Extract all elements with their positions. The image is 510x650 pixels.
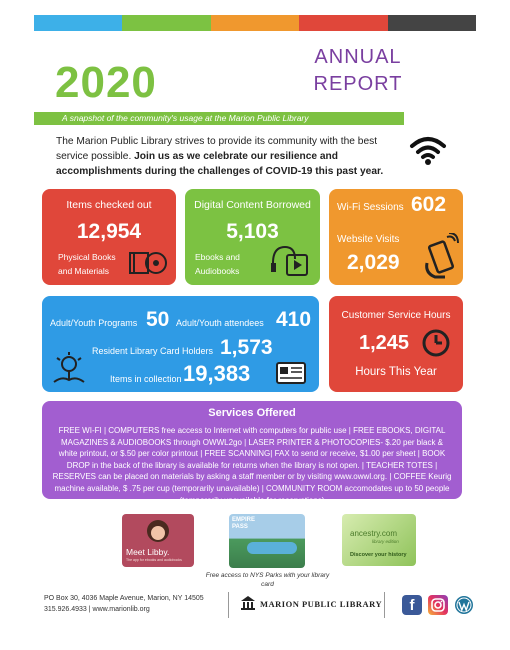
- footer-library-name: MARION PUBLIC LIBRARY: [260, 599, 383, 609]
- empire-title: EMPIRE: [232, 517, 256, 523]
- tagline-bar: A snapshot of the community's usage at the Marion Public Library: [34, 112, 404, 125]
- collection-label: Items in collection: [110, 374, 182, 384]
- lightbulb-book-icon: [52, 352, 86, 384]
- service-hours-title: Customer Service Hours: [341, 310, 451, 321]
- service-hours-card: [329, 296, 463, 392]
- strip-blue: [34, 15, 122, 31]
- library-card-icon: [276, 362, 306, 384]
- libby-promo[interactable]: [122, 514, 194, 567]
- card-holders-value: 1,573: [220, 336, 273, 359]
- services-body: FREE WI-FI | COMPUTERS free access to Internet with computers for public use | FREE EBOOKS, DIGITAL MAGAZINES & AUDIOBOOKS through OWWL2go | LASER PRINTER & PHOTOCOPIES- $.20 per black & white printout, or $.50 per color printout | FREE SCANNING| FAX to send or receive, $1.00 per sheet | BOOK DROP in the back of the library is available for returns when the library is not open. | TEACHER TOTES | RESERVES can be placed on materials by asking a staff member or by visiting www.owwl.org. | COFFEE Keurig machine available, $ .75 per cup (temporarily unavailable) | COMMUNITY ROOM accomodates up to 50 people (temporarily unavailable for reservations): [52, 426, 452, 505]
- report-heading: [308, 44, 408, 98]
- programs-value: 50: [146, 308, 170, 331]
- wifi-website-card: [329, 189, 463, 285]
- service-hours-sub: Hours This Year: [355, 366, 437, 378]
- items-sub-1: Physical Books: [58, 252, 116, 262]
- strip-orange: [211, 15, 299, 31]
- strip-red: [299, 15, 387, 31]
- intro-bold: Join us as we celebrate our resilience and accomplishments during the challenges of COVID-19 this past year.: [56, 151, 384, 177]
- empire-caption: Free access to NYS Parks with your library card: [205, 572, 330, 588]
- ancestry-sub: library edition: [372, 539, 399, 544]
- headphones-tablet-icon: [269, 241, 311, 277]
- attendees-value: 410: [276, 308, 312, 331]
- footer-divider-left: [228, 592, 229, 618]
- digital-sub-1: Ebooks and: [195, 252, 240, 262]
- phone-hand-icon: [421, 233, 459, 279]
- items-title: Items checked out: [66, 199, 152, 211]
- footer-divider-right: [384, 592, 385, 618]
- wordpress-icon[interactable]: [454, 595, 474, 615]
- digital-title: Digital Content Borrowed: [194, 199, 311, 211]
- digital-sub-2: Audiobooks: [195, 266, 240, 276]
- report-year: 2020: [55, 58, 157, 107]
- items-sub-2: and Materials: [58, 266, 110, 276]
- items-value: 12,954: [76, 220, 142, 243]
- services-offered-panel: [42, 401, 462, 505]
- digital-content-card: [185, 189, 320, 285]
- top-color-strip: [34, 15, 476, 31]
- instagram-icon[interactable]: [428, 595, 448, 615]
- libby-sub: The app for ebooks and audiobooks: [126, 558, 182, 562]
- programs-card: [42, 296, 319, 392]
- report-line-2: REPORT: [313, 73, 403, 95]
- card-holders-label: Resident Library Card Holders: [92, 346, 214, 356]
- footer-address: PO Box 30, 4036 Maple Avenue, Marion, NY 14505: [44, 595, 204, 602]
- intro-paragraph: [56, 134, 401, 179]
- footer-address-block: [44, 593, 204, 615]
- collection-value: 19,383: [183, 361, 251, 386]
- attendees-label: Adult/Youth attendees: [176, 318, 264, 328]
- clock-icon: [421, 328, 451, 358]
- wordpress-glyph: [454, 595, 474, 615]
- website-visits-label: Website Visits: [337, 234, 400, 245]
- empire-sub: PASS: [232, 524, 248, 530]
- facebook-icon[interactable]: f: [402, 595, 422, 615]
- website-visits-value: 2,029: [347, 251, 400, 274]
- ancestry-promo[interactable]: [342, 514, 416, 566]
- empire-pass-promo[interactable]: [229, 514, 305, 568]
- wifi-icon: [408, 132, 448, 166]
- libby-title: Meet Libby.: [126, 547, 170, 557]
- footer-contact: 315.926.4933 | www.marionlib.org: [44, 606, 150, 613]
- report-line-1: ANNUAL: [314, 46, 402, 68]
- programs-label: Adult/Youth Programs: [50, 318, 138, 328]
- digital-value: 5,103: [226, 220, 279, 243]
- intro-plain: The Marion Public Library strives to provide its community with the best service possible.: [56, 136, 378, 162]
- instagram-glyph: [428, 595, 448, 615]
- ancestry-title: ancestry.com: [350, 529, 397, 538]
- items-checked-out-card: [42, 189, 176, 285]
- strip-dark: [388, 15, 476, 31]
- service-hours-value: 1,245: [359, 332, 410, 354]
- strip-green: [122, 15, 210, 31]
- book-disc-icon: [128, 249, 168, 275]
- ancestry-cta: Discover your history: [350, 552, 407, 558]
- empire-lake: [247, 542, 297, 554]
- empire-pass-logo: [232, 517, 255, 531]
- wifi-sessions-value: 602: [411, 193, 447, 216]
- libby-character-icon: [144, 517, 172, 545]
- wifi-sessions-label: Wi-Fi Sessions: [337, 202, 404, 213]
- library-building-icon: [240, 595, 256, 611]
- services-title: Services Offered: [208, 407, 296, 419]
